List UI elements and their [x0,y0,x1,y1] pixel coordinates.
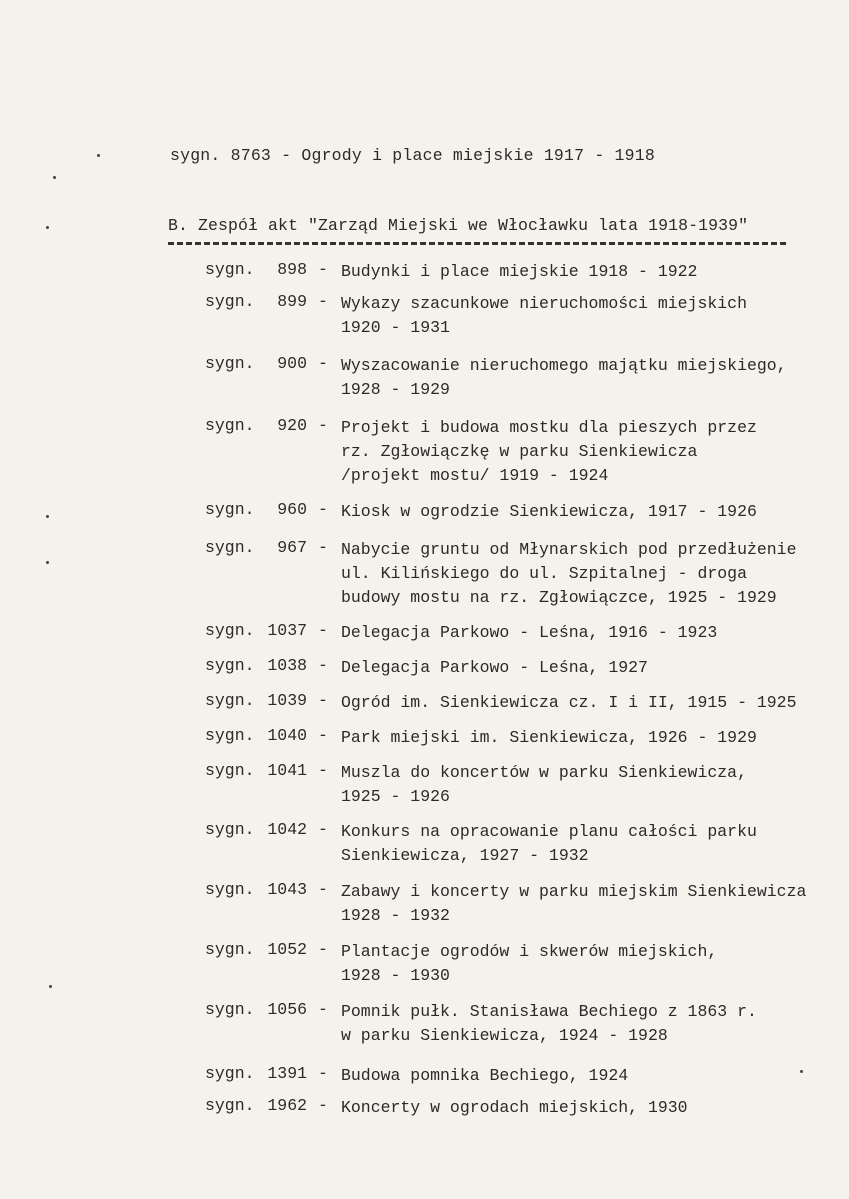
entry-description-line: Budynki i place miejskie 1918 - 1922 [341,262,698,281]
entry-label: sygn. [205,820,255,839]
entry-description-line: 1928 - 1929 [341,380,450,399]
entry-label: sygn. [205,260,255,279]
entry-label: sygn. [205,691,255,710]
entry-description [341,820,757,868]
paper-speck [46,515,49,518]
entry-dash: - [318,1000,328,1019]
entry-number: 1037 [267,621,307,640]
entry-label: sygn. [205,292,255,311]
entry-description-line: Zabawy i koncerty w parku miejskim Sienkiewicza [341,882,807,901]
entry-description-line: Park miejski im. Sienkiewicza, 1926 - 1929 [341,728,757,747]
entry-description [341,292,747,340]
entry-description-line: 1928 - 1930 [341,966,450,985]
entry-description [341,656,648,680]
entry-dash: - [318,761,328,780]
paper-speck [800,1070,803,1073]
entry-label: sygn. [205,354,255,373]
entry-number: 1041 [267,761,307,780]
entry-description-line: 1920 - 1931 [341,318,450,337]
entry-description [341,940,717,988]
entry-description [341,761,747,809]
entry-dash: - [318,1096,328,1115]
entry-description [341,1096,688,1120]
entry-description [341,538,796,610]
entry-number: 1056 [267,1000,307,1019]
entry-description-line: Projekt i budowa mostku dla pieszych przez [341,418,757,437]
entry-description [341,621,717,645]
entry-number: 967 [277,538,307,557]
entry-label: sygn. [205,1064,255,1083]
entry-dash: - [318,292,328,311]
paper-speck [53,176,56,179]
intro-number: 8763 [230,146,272,165]
entry-number: 899 [277,292,307,311]
entry-description [341,1064,628,1088]
entry-dash: - [318,726,328,745]
entry-dash: - [318,656,328,675]
entry-description-line: Budowa pomnika Bechiego, 1924 [341,1066,629,1085]
entry-label: sygn. [205,761,255,780]
entry-description-line: 1925 - 1926 [341,787,450,806]
entry-number: 1042 [267,820,307,839]
entry-label: sygn. [205,1000,255,1019]
entry-number: 920 [277,416,307,435]
entry-dash: - [318,1064,328,1083]
entry-dash: - [318,880,328,899]
paper-speck [97,154,100,157]
entry-description [341,500,757,524]
intro-text: Ogrody i place miejskie 1917 - 1918 [301,146,655,165]
entry-number: 1040 [267,726,307,745]
entry-description-line: budowy mostu na rz. Zgłowiączce, 1925 - 1929 [341,588,777,607]
entry-number: 1962 [267,1096,307,1115]
entry-number: 960 [277,500,307,519]
entry-description [341,354,787,402]
entry-description-line: Wykazy szacunkowe nieruchomości miejskich [341,294,747,313]
entry-description [341,691,796,715]
entry-number: 1043 [267,880,307,899]
entry-description-line: Wyszacowanie nieruchomego majątku miejskiego, [341,356,787,375]
entry-description-line: Sienkiewicza, 1927 - 1932 [341,846,589,865]
entry-label: sygn. [205,538,255,557]
section-underline [168,242,786,245]
entry-dash: - [318,691,328,710]
entry-dash: - [318,538,328,557]
entry-description [341,880,806,928]
entry-description [341,260,697,284]
intro-label: sygn. [170,146,221,165]
section-title: B. Zespół akt "Zarząd Miejski we Włocławku lata 1918-1939" [168,216,749,235]
entry-dash: - [318,416,328,435]
entry-number: 1391 [267,1064,307,1083]
entry-description [341,416,757,488]
entry-label: sygn. [205,880,255,899]
entry-description [341,726,757,750]
entry-dash: - [318,820,328,839]
entry-number: 898 [277,260,307,279]
entry-description-line: Delegacja Parkowo - Leśna, 1916 - 1923 [341,623,718,642]
entry-description-line: Pomnik pułk. Stanisława Bechiego z 1863 r. [341,1002,757,1021]
entry-label: sygn. [205,940,255,959]
entry-description [341,1000,757,1048]
entry-label: sygn. [205,726,255,745]
paper-speck [46,561,49,564]
entry-dash: - [318,500,328,519]
entry-description-line: Konkurs na opracowanie planu całości parku [341,822,757,841]
entry-description-line: ul. Kilińskiego do ul. Szpitalnej - droga [341,564,747,583]
entry-description-line: Nabycie gruntu od Młynarskich pod przedłużenie [341,540,797,559]
entry-description-line: rz. Zgłowiączkę w parku Sienkiewicza [341,442,698,461]
paper-speck [49,985,52,988]
entry-description-line: 1928 - 1932 [341,906,450,925]
entry-description-line: Muszla do koncertów w parku Sienkiewicza, [341,763,747,782]
entry-description-line: w parku Sienkiewicza, 1924 - 1928 [341,1026,668,1045]
entry-label: sygn. [205,500,255,519]
entry-label: sygn. [205,656,255,675]
entry-dash: - [318,260,328,279]
entry-label: sygn. [205,1096,255,1115]
intro-entry [170,146,655,165]
entry-label: sygn. [205,416,255,435]
paper-speck [46,226,49,229]
entry-number: 1039 [267,691,307,710]
entry-description-line: Delegacja Parkowo - Leśna, 1927 [341,658,648,677]
entry-dash: - [318,354,328,373]
entry-number: 1052 [267,940,307,959]
entry-dash: - [318,621,328,640]
entry-description-line: Koncerty w ogrodach miejskich, 1930 [341,1098,688,1117]
entry-label: sygn. [205,621,255,640]
intro-dash: - [281,146,292,165]
entry-description-line: Kiosk w ogrodzie Sienkiewicza, 1917 - 1926 [341,502,757,521]
entry-description-line: Plantacje ogrodów i skwerów miejskich, [341,942,718,961]
entry-number: 1038 [267,656,307,675]
entry-description-line: Ogród im. Sienkiewicza cz. I i II, 1915 - 1925 [341,693,797,712]
entry-description-line: /projekt mostu/ 1919 - 1924 [341,466,609,485]
entry-number: 900 [277,354,307,373]
entry-dash: - [318,940,328,959]
